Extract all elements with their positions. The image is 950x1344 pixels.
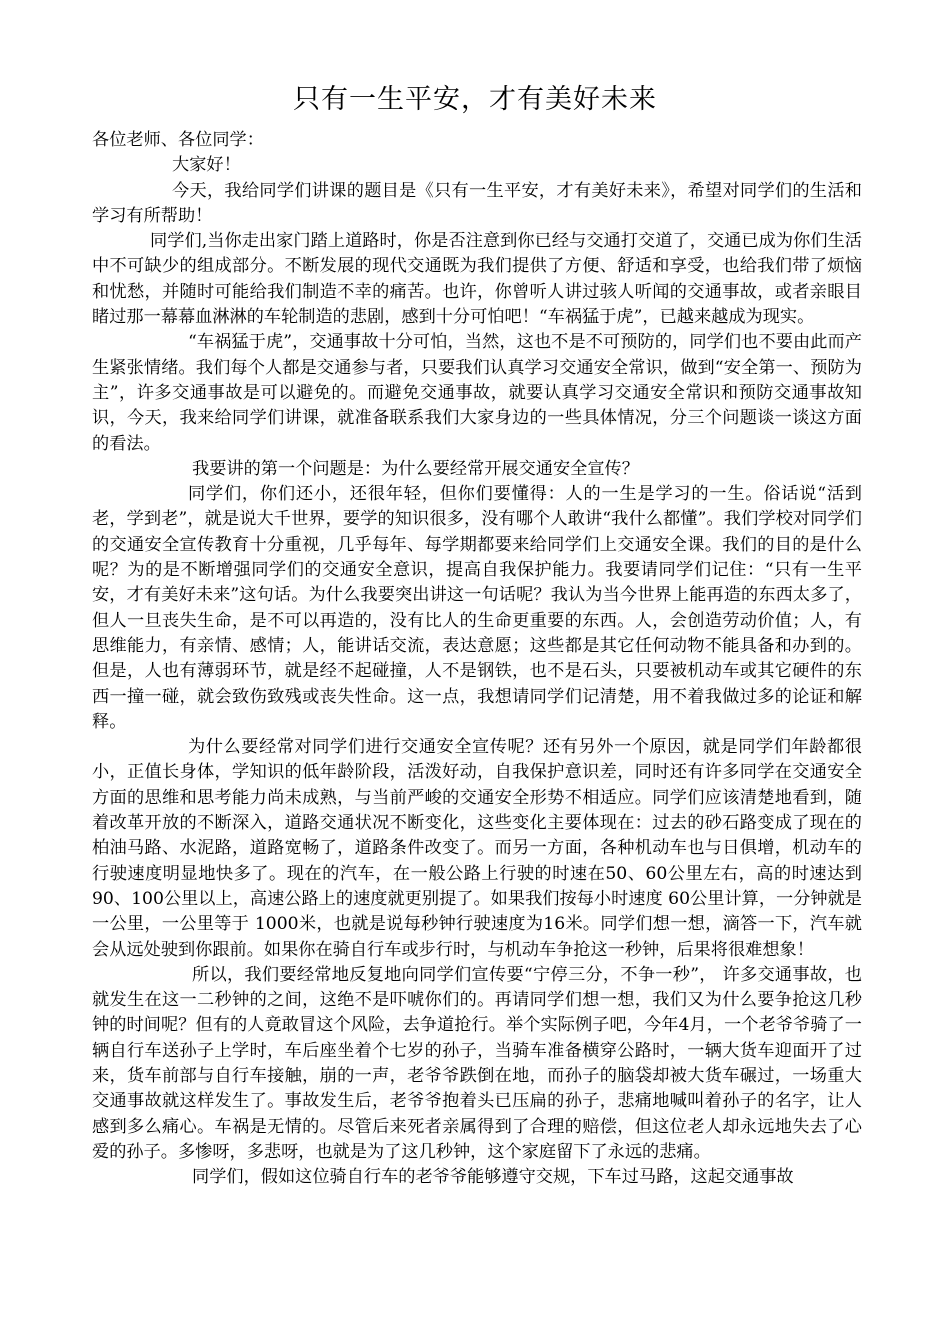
salutation: 各位老师、各位同学： [92, 130, 264, 150]
paragraph: “车祸猛于虎”，交通事故十分可怕，当然，这也不是不可预防的，同学们也不要由此而产生紧张情绪。我们每个人都是交通参与者，只要我们认真学习交通安全常识，做到“安全第一、预防为主”，许多交通事故是可以避免的。而避免交通事故，就要认真学习交通安全常识和预防交通事故知识，今天，我来给同学们讲课，就准备联系我们大家身边的一些具体情况，分三个问题谈一谈这方面的看法。 [92, 332, 862, 454]
section-heading: 我要讲的第一个问题是：为什么要经常开展交通安全宣传？ [192, 458, 639, 479]
greeting: 大家好！ [172, 155, 241, 176]
paragraph: 同学们，你们还小，还很年轻，但你们要懂得：人的一生是学习的一生。俗话说“活到老，学到老”，就是说大千世界，要学的知识很多，没有哪个人敢讲“我什么都懂”。我们学校对同学们的交通安全宣传教育十分重视，几乎每年、每学期都要来给同学们上交通安全课。我们的目的是什么呢？为的是不断增强同学们的交通安全意识，提高自我保护能力。我要请同学们记住：“只有一生平安，才有美好未来”这句话。为什么我要突出讲这一句话呢？我认为当今世界上能再造的东西太多了，但人一旦丧失生命，是不可以再造的，没有比人的生命更重要的东西。人，会创造劳动价值；人，有思维能力，有亲情、感情；人，能讲话交流，表达意愿；这些都是其它任何动物不能具备和办到的。但是，人也有薄弱环节，就是经不起碰撞，人不是钢铁，也不是石头，只要被机动车或其它硬件的东西一撞一碰，就会致伤致残或丧失性命。这一点，我想请同学们记清楚，用不着我做过多的论证和解释。 [92, 484, 862, 732]
paragraph: 所以，我们要经常地反复地向同学们宣传要“宁停三分，不争一秒”， 许多交通事故，也就发生在这一二秒钟的之间，这绝不是吓唬你们的。再请同学们想一想，我们又为什么要争抢这几秒钟的时间呢？但有的人竟敢冒这个风险，去争道抢行。举个实际例子吧，今年4月，一个老爷爷骑了一辆自行车送孙子上学时，车后座坐着个七岁的孙子，当骑车准备横穿公路时，一辆大货车迎面开了过来，货车前部与自行车接触，崩的一声，老爷爷跌倒在地，而孙子的脑袋却被大货车碾过，一场重大交通事故就这样发生了。事故发生后，老爷爷抱着头已压扁的孙子，悲痛地喊叫着孙子的名字，让人感到多么痛心。车祸是无情的。尽管后来死者亲属得到了合理的赔偿，但这位老人却永远地失去了心爱的孙子。多惨呀，多悲呀，也就是为了这几秒钟，这个家庭留下了永远的悲痛。 [92, 964, 862, 1162]
paragraph: 同学们,当你走出家门踏上道路时，你是否注意到你已经与交通打交道了，交通已成为你们生活中不可缺少的组成部分。不断发展的现代交通既为我们提供了方便、舒适和享受，也给我们带了烦恼和忧愁，并随时可能给我们制造不幸的痛苦。也许，你曾听人讲过骇人听闻的交通事故，或者亲眼目睹过那一幕幕血淋淋的车轮制造的悲剧，感到十分可怕吧！“车祸猛于虎”，已越来越成为现实。 [92, 231, 862, 328]
paragraph-intro: 今天，我给同学们讲课的题目是《只有一生平安，才有美好未来》，希望对同学们的生活和学习有所帮助！ [92, 180, 862, 226]
paragraph: 同学们，假如这位骑自行车的老爷爷能够遵守交规，下车过马路，这起交通事故 [192, 1167, 794, 1188]
document-title: 只有一生平安，才有美好未来 [293, 84, 657, 115]
paragraph: 为什么要经常对同学们进行交通安全宣传呢？还有另外一个原因，就是同学们年龄都很小，正值长身体，学知识的低年龄阶段，活泼好动，自我保护意识差，同时还有许多同学在交通安全方面的思维和思考能力尚未成熟，与当前严峻的交通安全形势不相适应。同学们应该清楚地看到，随着改革开放的不断深入，道路交通状况不断变化，这些变化主要体现在：过去的砂石路变成了现在的柏油马路、水泥路，道路宽畅了，道路条件改变了。而另一方面，各种机动车也与日俱增，机动车的行驶速度明显地快多了。现在的汽车，在一般公路上行驶的时速在50、60公里左右，高的时速达到90、100公里以上，高速公路上的速度就更别提了。如果我们按每小时速度 60公里计算，一分钟就是一公里，一公里等于 1000米，也就是说每秒钟行驶速度为16米。同学们想一想，滴答一下，汽车就会从远处驶到你跟前。如果你在骑自行车或步行时，与机动车争抢这一秒钟，后果将很难想象！ [92, 737, 862, 960]
document-body [92, 128, 862, 1190]
